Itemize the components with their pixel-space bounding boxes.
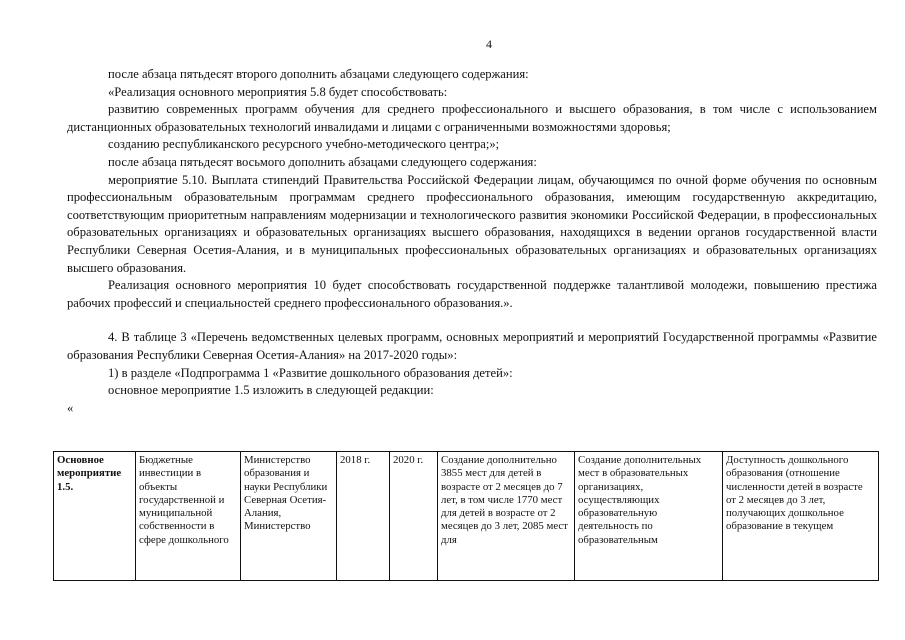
- table-cell: Доступность дошкольного образования (отношение численности детей в возрасте от 2 месяцев до 3 лет, получающих дошкольное образование в текущем: [723, 452, 879, 581]
- paragraph: мероприятие 5.10. Выплата стипендий Правительства Российской Федерации лицам, обучающимся по очной форме обучения по основным профессиональным образовательным программам среднего профессионального образования, имеющим государственную аккредитацию, соответствующим приоритетным направлениям модернизации и технологического развития экономики Российской Федерации, в профессиональных образовательных организациях и образовательных организациях высшего образования, находящихся в ведении органов государственной власти Республики Северная Осетия-Алания, и в муниципальных профессиональных образовательных организациях и образовательных организациях высшего образования.: [67, 172, 877, 275]
- table-cell: 2018 г.: [337, 452, 390, 581]
- paragraph: «Реализация основного мероприятия 5.8 будет способствовать:: [108, 84, 448, 99]
- paragraph: Реализация основного мероприятия 10 будет способствовать государственной поддержке талантливой молодежи, повышению престижа рабочих профессий и специальностей среднего профессионального образования.».: [67, 278, 877, 310]
- paragraph: развитию современных программ обучения для среднего профессионального и высшего образования, в том числе с использованием дистанционных образовательных технологий инвалидами и лицами с ограниченными возможностями здоровья;: [67, 102, 877, 134]
- table-cell: Создание дополнительных мест в образовательных организациях, осуществляющих образовательную деятельность по образовательным: [575, 452, 723, 581]
- paragraph: после абзаца пятьдесят восьмого дополнить абзацами следующего содержания:: [108, 154, 537, 169]
- document-body: [67, 66, 877, 417]
- table-cell: Создание дополнительно 3855 мест для детей в возрасте от 2 месяцев до 7 лет, в том числе 1770 мест для детей в возрасте от 2 месяцев до 3 лет, 2085 мест для: [438, 452, 575, 581]
- paragraph: после абзаца пятьдесят второго дополнить абзацами следующего содержания:: [108, 67, 529, 81]
- program-table: [53, 451, 879, 581]
- table-cell: Основное мероприятие 1.5.: [54, 452, 136, 581]
- paragraph: основное мероприятие 1.5 изложить в следующей редакции:: [108, 383, 434, 398]
- paragraph: 4. В таблице 3 «Перечень ведомственных целевых программ, основных мероприятий и мероприятий Государственной программы «Развитие образования Республики Северная Осетия-Алания» на 2017-2020 годы»:: [67, 330, 877, 362]
- table-cell: Министерство образования и науки Республики Северная Осетия-Алания, Министерство: [241, 452, 337, 581]
- table-cell: Бюджетные инвестиции в объекты государственной и муниципальной собственности в сфере дошкольного: [136, 452, 241, 581]
- paragraph: созданию республиканского ресурсного учебно-методического центра;»;: [108, 137, 500, 152]
- table-row: [54, 452, 879, 581]
- page-number: 4: [486, 37, 492, 51]
- table-cell: 2020 г.: [390, 452, 438, 581]
- paragraph: 1) в разделе «Подпрограмма 1 «Развитие дошкольного образования детей»:: [108, 365, 513, 380]
- open-quote: «: [67, 400, 74, 415]
